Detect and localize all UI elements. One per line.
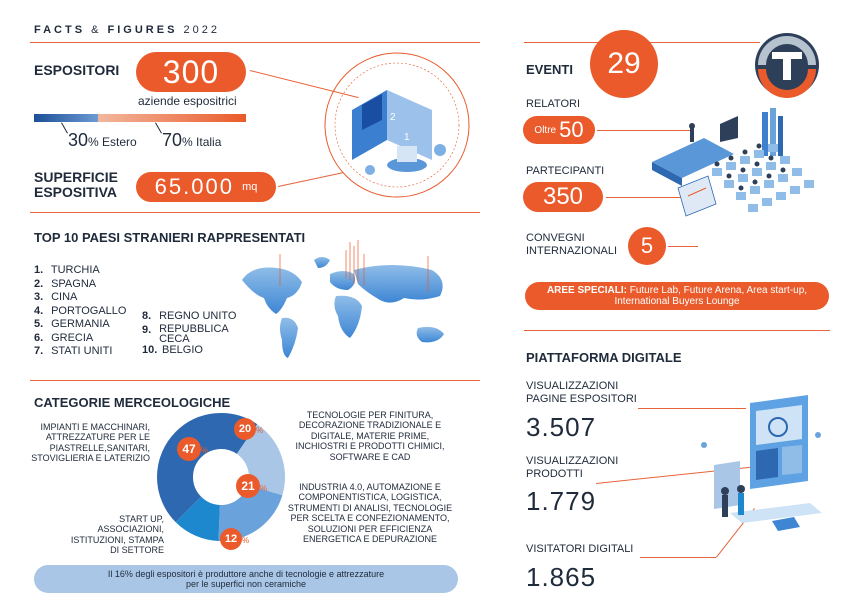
country-item: 10. BELGIO xyxy=(142,343,203,356)
estero-bar xyxy=(34,114,98,122)
top10-list-right xyxy=(142,310,242,357)
conference-illustration xyxy=(642,104,832,234)
piattaforma-title: PIATTAFORMA DIGITALE xyxy=(526,350,682,365)
espositori-value-pill: 300 xyxy=(136,52,246,92)
category-donut-chart xyxy=(156,412,286,542)
header-rule xyxy=(30,42,480,43)
categorie-title: CATEGORIE MERCEOLOGICHE xyxy=(34,395,231,410)
estero-italia-bar xyxy=(34,114,246,122)
convegni-value-circle: 5 xyxy=(628,227,666,265)
top10-title: TOP 10 PAESI STRANIERI RAPPRESENTATI xyxy=(34,230,306,245)
relatori-value-pill: Oltre 50 xyxy=(523,116,595,144)
italia-bar xyxy=(98,114,246,122)
section-rule-1 xyxy=(30,212,480,213)
svg-text:3: 3 xyxy=(362,94,368,105)
country-item: 9. REPUBBLICA CECA xyxy=(142,322,229,345)
slice-badge-12: 12 xyxy=(220,528,242,550)
category-label-4: START UP, ASSOCIAZIONI, ISTITUZIONI, STAMPA DI SETTORE xyxy=(70,514,164,556)
visualizzazioni-pagine-label: VISUALIZZAZIONI PAGINE ESPOSITORI xyxy=(526,380,637,406)
italia-label: 70% Italia xyxy=(162,130,222,150)
visitatori-digitali-value: 1.865 xyxy=(526,562,597,592)
espositori-title: ESPOSITORI xyxy=(34,62,120,78)
country-item: 3. CINA xyxy=(34,291,78,303)
category-label-1: IMPIANTI E MACCHINARI, ATTREZZATURE PER LE PIASTRELLE,SANITARI, STOVIGLIERIA E LATERIZIO xyxy=(31,422,150,464)
country-item: 8. REGNO UNITO xyxy=(142,310,237,322)
estero-tick xyxy=(61,123,68,134)
relatori-label: RELATORI xyxy=(526,98,580,110)
section-rule-2 xyxy=(30,380,480,381)
world-map xyxy=(232,240,472,365)
category-label-2: TECNOLOGIE PER FINITURA, DECORAZIONE TRADIZIONALE E DIGITALE, MATERIE PRIME, INCHIOSTRI E PRODOTTI CHIMICI, SOFTWARE E CAD xyxy=(295,410,445,462)
page-header: FACTS & FIGURES 2022 xyxy=(34,24,220,36)
slice-pct-sign-21: % xyxy=(260,484,268,493)
partecipanti-value-pill: 350 xyxy=(523,182,603,212)
slice-badge-20: 20 xyxy=(234,418,256,440)
superficie-value-pill: 65.000 mq xyxy=(136,172,276,202)
country-item: 5. GERMANIA xyxy=(34,318,110,330)
top10-list-left xyxy=(34,264,126,359)
country-item: 7. STATI UNITI xyxy=(34,345,113,357)
convegni-label: CONVEGNI INTERNAZIONALI xyxy=(526,232,618,258)
svg-text:1: 1 xyxy=(404,132,410,143)
categorie-note: Il 16% degli espositori è produttore anche di tecnologie e attrezzature per le superfici non ceramiche xyxy=(34,565,458,593)
category-label-3: INDUSTRIA 4.0, AUTOMAZIONE E COMPONENTISTICA, LOGISTICA, STRUMENTI DI ANALISI, TECNOLOGIE PER SCELTA E CONFEZIONAMENTO, SOLUZIONI PER EFFICIENZA ENERGETICA E DEPURAZIONE xyxy=(287,482,453,545)
estero-label: 30% Estero xyxy=(68,130,137,150)
country-item: 4. PORTOGALLO xyxy=(34,304,127,317)
slice-pct-sign-12: % xyxy=(242,536,250,545)
right-section-rule xyxy=(524,330,830,331)
slice-pct-sign-20: % xyxy=(256,426,264,435)
brand-logo xyxy=(752,30,822,100)
visitatori-digitali-label: VISITATORI DIGITALI xyxy=(526,543,634,555)
slice-badge-21: 21 xyxy=(236,474,260,498)
digital-platform-illustration xyxy=(690,395,830,545)
visitatori-connector xyxy=(640,557,716,558)
slice-pct-sign-47: % xyxy=(201,446,209,455)
visualizzazioni-prodotti-label: VISUALIZZAZIONI PRODOTTI xyxy=(526,455,619,481)
expo-illustration xyxy=(322,50,472,200)
aree-speciali-pill: AREE SPECIALI: Future Lab, Future Arena, Area start-up, International Buyers Lounge xyxy=(525,282,829,310)
italia-tick xyxy=(155,123,162,134)
visualizzazioni-pagine-value: 3.507 xyxy=(526,412,597,442)
country-item: 6. GRECIA xyxy=(34,331,94,344)
country-item: 2. SPAGNA xyxy=(34,277,97,290)
espositori-subtitle: aziende espositrici xyxy=(138,94,237,108)
visualizzazioni-prodotti-value: 1.779 xyxy=(526,486,597,516)
superficie-title: SUPERFICIE ESPOSITIVA xyxy=(34,169,119,200)
eventi-title: EVENTI xyxy=(526,62,573,77)
country-item: 1. TURCHIA xyxy=(34,264,100,276)
eventi-value-circle: 29 xyxy=(590,30,658,98)
slice-badge-47: 47 xyxy=(177,437,201,461)
partecipanti-label: PARTECIPANTI xyxy=(526,165,605,177)
svg-text:2: 2 xyxy=(390,112,396,123)
convegni-connector xyxy=(668,246,698,247)
